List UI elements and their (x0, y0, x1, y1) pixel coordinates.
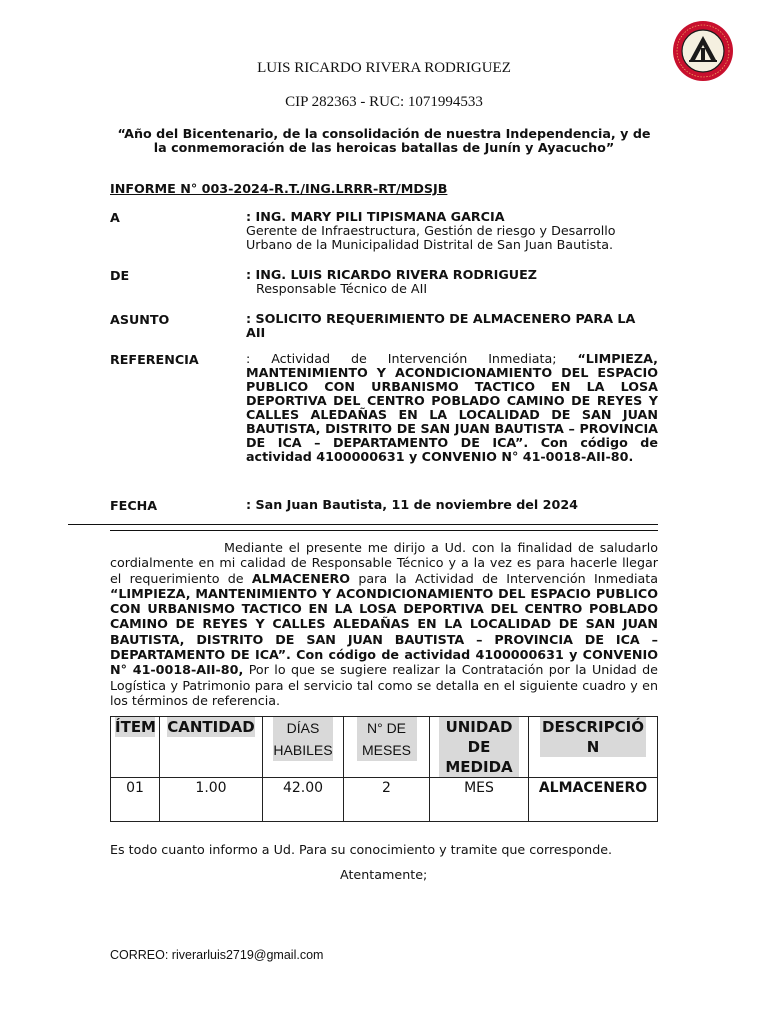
letterhead-registration: CIP 282363 - RUC: 1071994533 (285, 94, 483, 110)
to-label: A (110, 210, 120, 225)
divider-line-thin (110, 530, 658, 531)
cell-quantity: 1.00 (160, 778, 263, 822)
table-row (111, 778, 658, 822)
to-block (246, 210, 658, 252)
from-value: : ING. LUIS RICARDO RIVERA RODRIGUEZ (246, 267, 537, 282)
cell-days: 42.00 (263, 778, 344, 822)
body-text-1: Mediante el presente me dirijo a Ud. con la finalidad de saludarlo cordialmente en mi calidad de Responsable Técnico y a la vez es para hacerle llegar el requerimiento de (110, 540, 658, 586)
subject-value: : SOLICITO REQUERIMIENTO DE ALMACENERO PARA LA AII (246, 311, 636, 340)
reference-block (246, 352, 658, 464)
header-description: DESCRIPCIÓN (529, 717, 658, 778)
date-value: : San Juan Bautista, 11 de noviembre del 2024 (246, 497, 578, 512)
subject-label: ASUNTO (110, 312, 170, 327)
body-text-2: para la Actividad de Intervención Inmediata (350, 570, 658, 586)
year-motto-line2: la conmemoración de las heroicas batallas de Junín y Ayacucho” (153, 140, 615, 155)
from-detail: Responsable Técnico de AII (256, 281, 428, 296)
footer-email: CORREO: riverarluis2719@gmail.com (110, 948, 324, 962)
cell-months: 2 (344, 778, 430, 822)
header-unit: UNIDAD DE MEDIDA (430, 717, 529, 778)
date-label: FECHA (110, 498, 158, 513)
body-text-3: Por lo que se sugiere realizar la Contratación por la Unidad de Logística y Patrimonio para el servicio tal como se detalla en el siguiente cuadro y en los términos de referencia. (110, 662, 658, 708)
letterhead-name: LUIS RICARDO RIVERA RODRIGUEZ (257, 60, 511, 76)
body-position: ALMACENERO (251, 570, 351, 586)
to-value: : ING. MARY PILI TIPISMANA GARCIA (246, 209, 505, 224)
header-item: ÍTEM (111, 717, 160, 778)
year-motto (0, 127, 768, 155)
reference-prefix: : Actividad de Intervención Inmediata; (246, 351, 578, 366)
header-months: N° DE MESES (344, 717, 430, 778)
body-paragraph (110, 540, 658, 708)
cell-item: 01 (111, 778, 160, 822)
report-number: INFORME N° 003-2024-R.T./ING.LRRR-RT/MDSJB (110, 181, 448, 196)
cell-description: ALMACENERO (529, 778, 658, 822)
from-label: DE (110, 268, 130, 283)
requirements-table (110, 716, 658, 822)
divider-line (68, 524, 658, 525)
year-motto-line1: “Año del Bicentenario, de la consolidación de nuestra Independencia, y de (117, 126, 651, 141)
reference-label: REFERENCIA (110, 352, 199, 367)
closing-text: Es todo cuanto informo a Ud. Para su conocimiento y tramite que corresponde. (110, 842, 613, 857)
body-activity: “LIMPIEZA, MANTENIMIENTO Y ACONDICIONAMIENTO DEL ESPACIO PUBLICO CON URBANISMO TACTICO EN LA LOSA DEPORTIVA DEL CENTRO POBLADO CAMINO DE REYES Y CALLES ALEDAÑAS EN LA LOCALIDAD DE SAN JUAN BAUTISTA, DISTRITO DE SAN JUAN BAUTISTA – PROVINCIA DE ICA – DEPARTAMENTO DE ICA”. Con código de actividad 4100000631 y CONVENIO N° 41-0018-AII-80, (110, 585, 658, 678)
header-quantity: CANTIDAD (160, 717, 263, 778)
header-days: DÍAS HABILES (263, 717, 344, 778)
table-header-row (111, 717, 658, 778)
to-detail-line2: Urbano de la Municipalidad Distrital de San Juan Bautista. (246, 237, 614, 252)
regards-text: Atentamente; (340, 867, 428, 882)
to-detail-line1: Gerente de Infraestructura, Gestión de riesgo y Desarrollo (246, 223, 616, 238)
from-block (246, 268, 658, 296)
cell-unit: MES (430, 778, 529, 822)
reference-value: “LIMPIEZA, MANTENIMIENTO Y ACONDICIONAMIENTO DEL ESPACIO PUBLICO CON URBANISMO TACTICO EN LA LOSA DEPORTIVA DEL CENTRO POBLADO CAMINO DE REYES Y CALLES ALEDAÑAS EN LA LOCALIDAD DE SAN JUAN BAUTISTA, DISTRITO DE SAN JUAN BAUTISTA – PROVINCIA DE ICA – DEPARTAMENTO DE ICA”. Con código de actividad 4100000631 y CONVENIO N° 41-0018-AII-80. (246, 351, 658, 464)
